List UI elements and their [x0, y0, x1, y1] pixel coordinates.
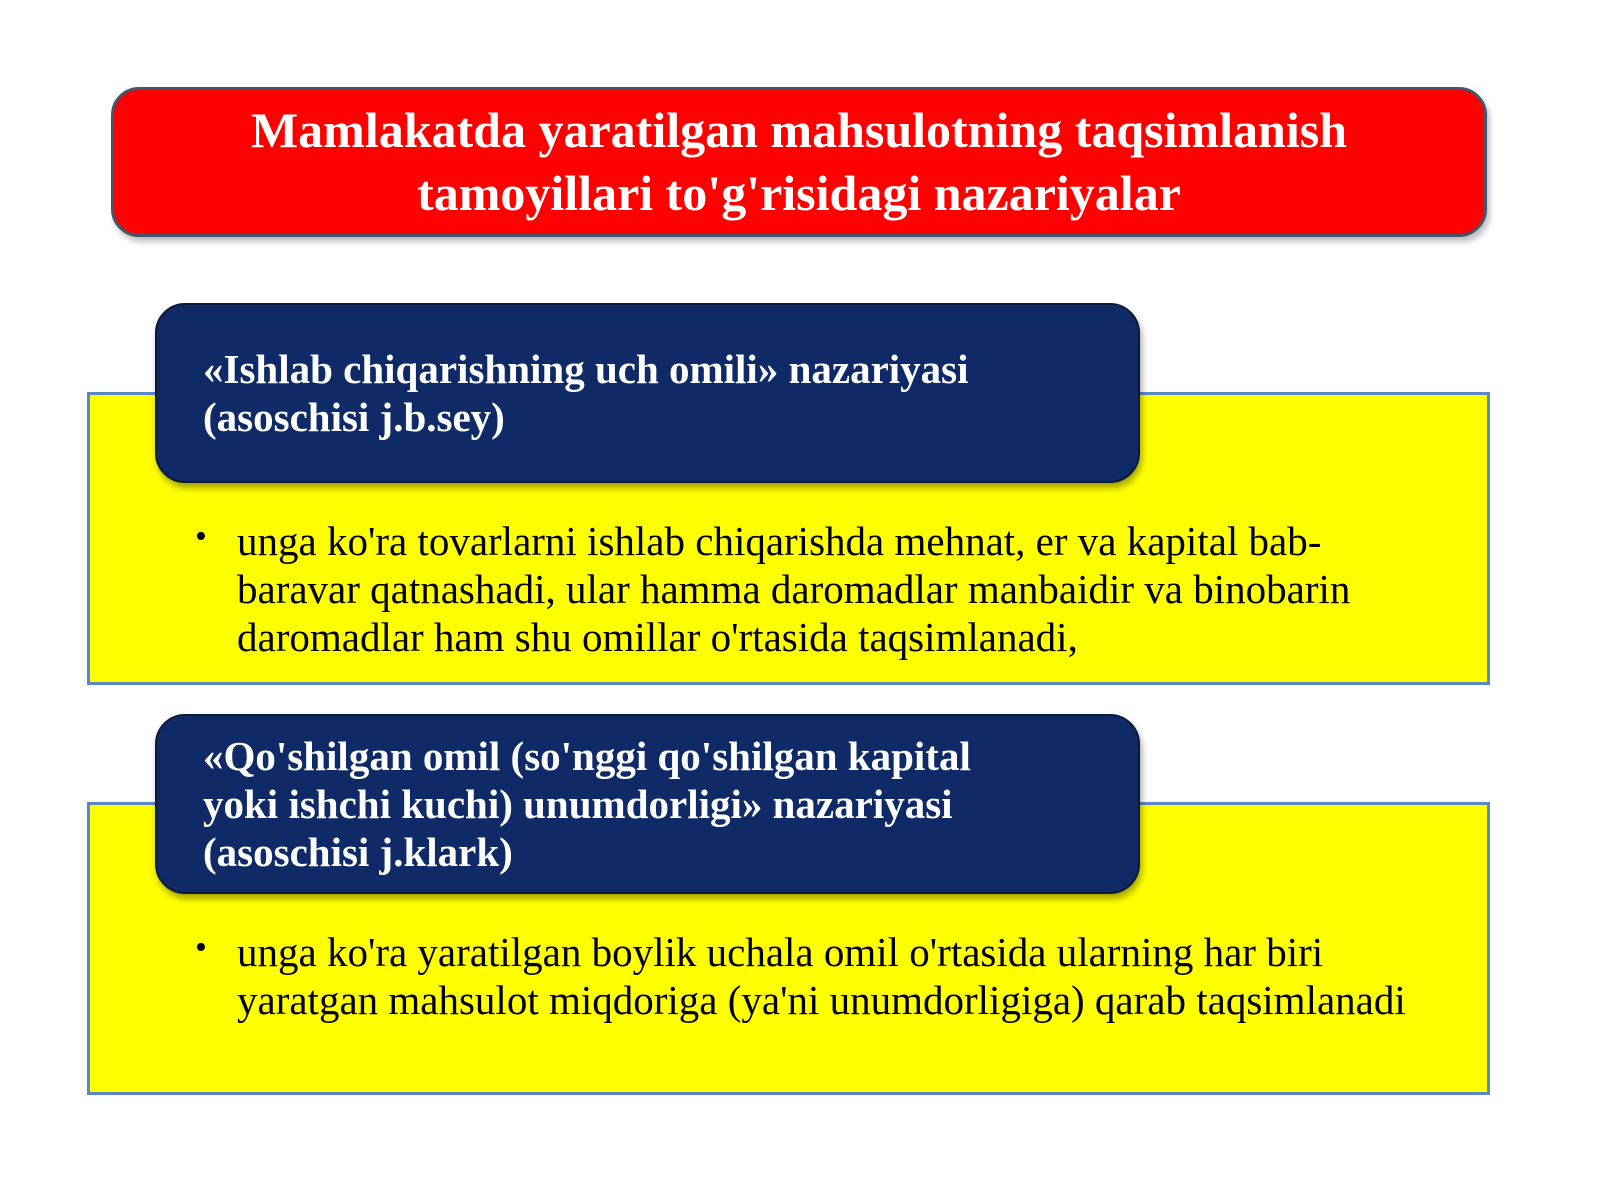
theory-header-1-line-1: «Ishlab chiqarishning uch omili» nazariyasi — [203, 346, 969, 392]
theory-header-2 — [155, 714, 1140, 894]
theory-header-1 — [155, 303, 1140, 483]
theory-header-1-line-2: (asoschisi j.b.sey) — [203, 394, 505, 440]
theory-description-2 — [195, 928, 1425, 1024]
bullet-icon: • — [195, 929, 207, 966]
theory-description-1 — [195, 517, 1425, 661]
theory-description-1-text: unga ko'ra tovarlarni ishlab chiqarishda mehnat, er va kapital bab-baravar qatnashadi, ular hamma daromadlar manbaidir va binobarin daromadlar ham shu omillar o'rtasida taqsimlanadi, — [237, 518, 1351, 660]
bullet-icon: • — [195, 518, 207, 555]
theory-description-2-text: unga ko'ra yaratilgan boylik uchala omil o'rtasida ularning har biri yaratgan mahsulot miqdoriga (ya'ni unumdorligiga) qarab taqsimlanadi — [237, 929, 1406, 1023]
theory-header-2-line-1: «Qo'shilgan omil (so'nggi qo'shilgan kapital — [203, 733, 971, 779]
theory-header-2-line-2: yoki ishchi kuchi) unumdorligi» nazariyasi — [203, 781, 953, 827]
theory-header-2-line-3: (asoschisi j.klark) — [203, 829, 513, 875]
page-title: Mamlakatda yaratilgan mahsulotning taqsimlanish tamoyillari to'g'risidagi nazariyalar — [111, 87, 1487, 237]
